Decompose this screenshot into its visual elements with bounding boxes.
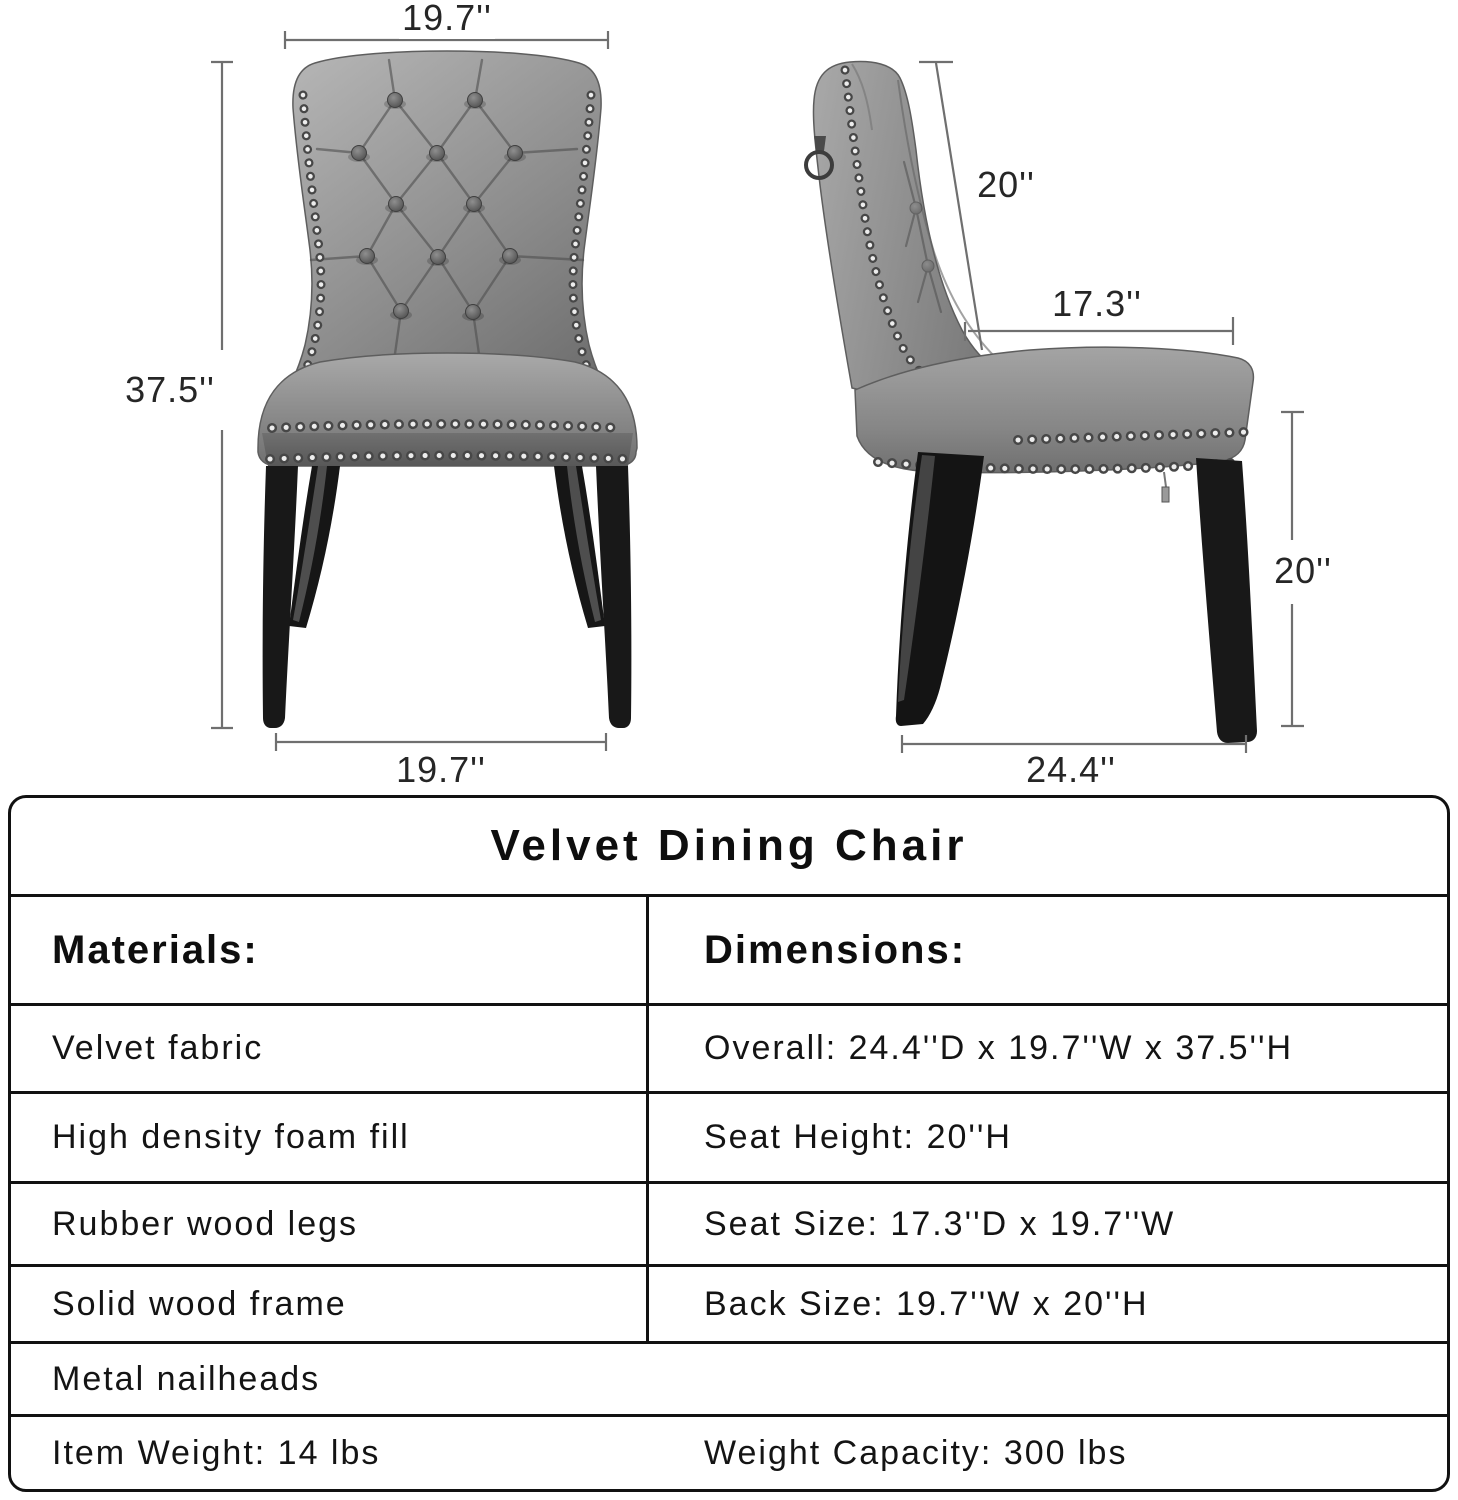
table-title: Velvet Dining Chair [490,821,968,870]
front-view-chair [258,51,637,728]
table-row [11,1181,1447,1264]
material-item: Solid wood frame [11,1267,649,1341]
front-chair-rear-legs [289,466,605,628]
dim-label-side-seat-depth: 17.3'' [1049,283,1145,325]
side-seat-zipper-pull [1162,472,1169,502]
table-header-row [11,894,1447,1003]
material-item: High density foam fill [11,1094,649,1181]
weight-capacity-value: Weight Capacity: 300 lbs [704,1433,1128,1472]
dimension-item: Seat Height: 20''H [704,1118,1012,1156]
table-row-full-width [11,1341,1447,1414]
dim-label-side-seat-height: 20'' [1271,550,1335,592]
dim-label-front-top-width: 19.7'' [399,0,495,39]
side-chair-front-leg [1196,458,1257,743]
table-row [11,1091,1447,1181]
dimension-item: Back Size: 19.7''W x 20''H [704,1284,1149,1323]
material-item: Rubber wood legs [11,1184,649,1264]
dimension-item: Overall: 24.4''D x 19.7''W x 37.5''H [704,1029,1294,1067]
materials-header: Materials: [11,897,649,1003]
item-weight-value: Item Weight: 14 lbs [52,1433,381,1472]
dim-label-side-overall-depth: 24.4'' [1023,749,1119,791]
table-row [11,1264,1447,1341]
dim-label-side-back-height: 20'' [974,164,1038,206]
table-footer-row [11,1414,1447,1489]
side-chair-rear-leg [896,452,984,726]
spec-table [8,795,1450,1492]
material-item: Metal nailheads [52,1359,321,1398]
dimensions-header: Dimensions: [704,927,967,972]
material-item: Velvet fabric [11,1006,649,1091]
dimension-item: Seat Size: 17.3''D x 19.7''W [704,1204,1176,1243]
dim-label-front-height: 37.5'' [122,369,218,411]
dim-label-front-bottom-width: 19.7'' [393,749,489,791]
table-row [11,1003,1447,1091]
